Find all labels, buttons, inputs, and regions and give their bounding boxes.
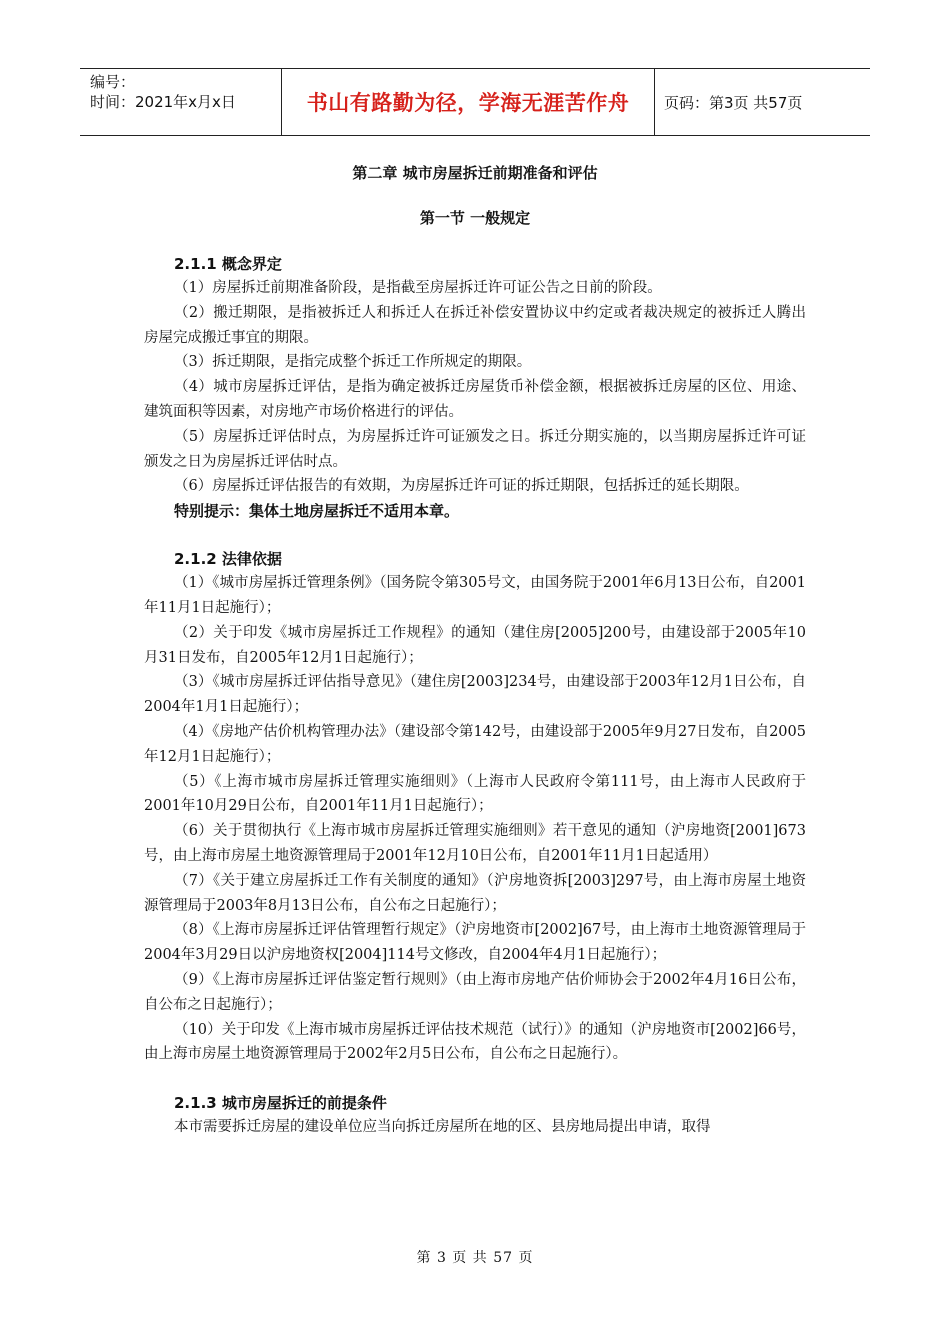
paragraph: （6）关于贯彻执行《上海市城市房屋拆迁管理实施细则》若干意见的通知（沪房地资[2001]673号，由上海市房屋土地资源管理局于2001年12月10日公布，自2001年11月1日起适用） [144,823,806,864]
paragraph: （3）《城市房屋拆迁评估指导意见》（建住房[2003]234号，由建设部于2003年12月1日公布，自2004年1月1日起施行）； [144,674,806,716]
chapter-title: 第二章 城市房屋拆迁前期准备和评估 [352,164,598,182]
header-meta [80,69,281,135]
paragraph: （4）城市房屋拆迁评估，是指为确定被拆迁房屋货币补偿金额，根据被拆迁房屋的区位、用途、建筑面积等因素，对房地产市场价格进行的评估。 [144,379,806,420]
subsection-heading-2-1-2: 2.1.2 法律依据 [174,550,282,569]
paragraph: （2）关于印发《城市房屋拆迁工作规程》的通知（建住房[2005]200号，由建设部于2005年10月31日发布，自2005年12月1日起施行）； [144,624,806,666]
special-tip: 特别提示：集体土地房屋拆迁不适用本章。 [174,502,460,521]
header-time: 时间：2021年x月x日 [90,93,236,111]
paragraph: （7）《关于建立房屋拆迁工作有关制度的通知》（沪房地资拆[2003]297号，由上海市房屋土地资源管理局于2003年8月13日公布，自公布之日起施行）； [144,872,806,914]
header-page-info: 页码：第3页 共57页 [664,93,803,112]
section-title: 第一节 一般规定 [419,209,531,227]
document-body [144,160,806,1140]
header-motto: 书山有路勤为径，学海无涯苦作舟 [281,69,655,135]
page-header [80,68,870,136]
paragraph: （2）搬迁期限，是指被拆迁人和拆迁人在拆迁补偿安置协议中约定或者裁决规定的被拆迁人腾出房屋完成搬迁事宜的期限。 [144,304,806,346]
paragraph: （3）拆迁期限，是指完成整个拆迁工作所规定的期限。 [174,354,532,371]
subsection-heading-2-1-1: 2.1.1 概念界定 [174,255,282,273]
paragraph: （1）《城市房屋拆迁管理条例》（国务院令第305号文，由国务院于2001年6月13日公布，自2001年11月1日起施行）； [144,575,806,616]
paragraph: （9）《上海市房屋拆迁评估鉴定暂行规则》（由上海市房地产估价师协会于2002年4月16日公布，自公布之日起施行）； [144,971,806,1013]
header-number: 编号： [90,73,136,91]
paragraph: （5）《上海市城市房屋拆迁管理实施细则》（上海市人民政府令第111号，由上海市人民政府于2001年10月29日公布，自2001年11月1日起施行）； [144,773,806,815]
paragraph: （5）房屋拆迁评估时点，为房屋拆迁许可证颁发之日。拆迁分期实施的，以当期房屋拆迁许可证颁发之日为房屋拆迁评估时点。 [144,428,806,470]
paragraph: （6）房屋拆迁评估报告的有效期，为房屋拆迁许可证的拆迁期限，包括拆迁的延长期限。 [174,478,749,495]
paragraph: （10）关于印发《上海市城市房屋拆迁评估技术规范（试行）》的通知（沪房地资市[2002]66号，由上海市房屋土地资源管理局于2002年2月5日公布，自公布之日起施行）。 [144,1021,806,1063]
paragraph: 本市需要拆迁房屋的建设单位应当向拆迁房屋所在地的区、县房地局提出申请，取得 [174,1119,711,1136]
paragraph: （8）《上海市房屋拆迁评估管理暂行规定》（沪房地资市[2002]67号，由上海市土地资源管理局于2004年3月29日以沪房地资权[2004]114号文修改，自2004年4月1日起施行）； [144,922,806,964]
paragraph: （4）《房地产估价机构管理办法》（建设部令第142号，由建设部于2005年9月27日发布，自2005年12月1日起施行）； [144,723,806,765]
page-footer: 第 3 页 共 57 页 [416,1250,534,1266]
paragraph: （1）房屋拆迁前期准备阶段，是指截至房屋拆迁许可证公告之日前的阶段。 [174,280,662,296]
subsection-heading-2-1-3: 2.1.3 城市房屋拆迁的前提条件 [174,1094,387,1113]
